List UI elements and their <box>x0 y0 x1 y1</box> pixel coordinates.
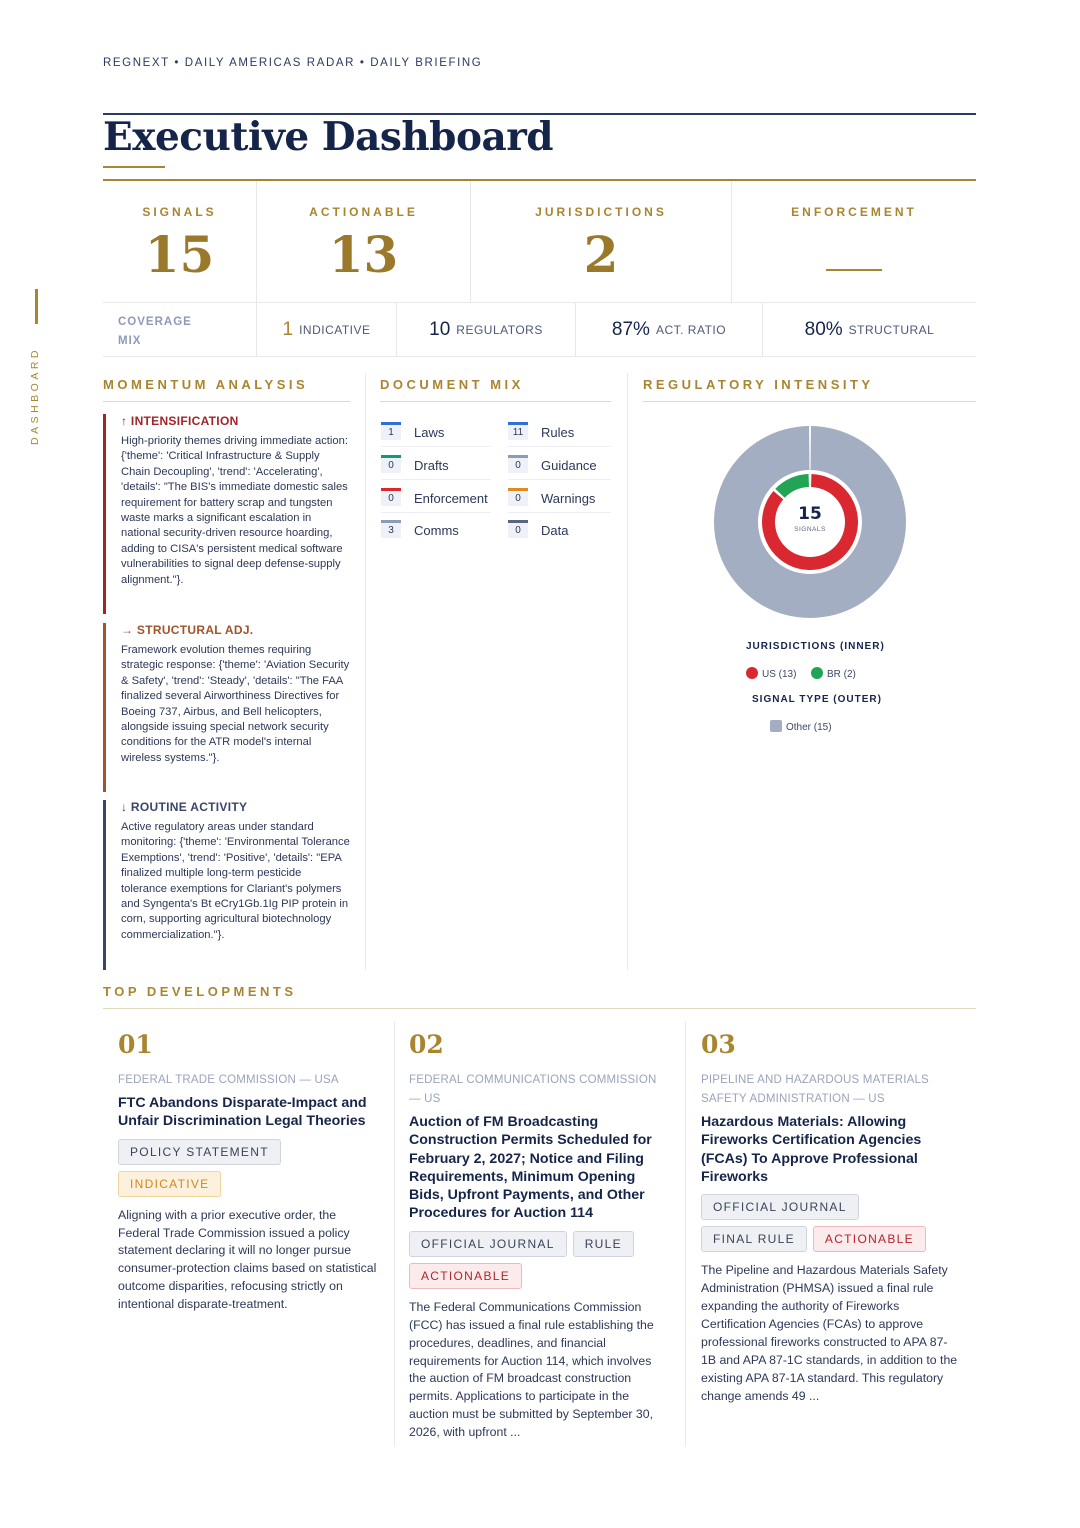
legend-swatch <box>746 667 758 679</box>
kpi-enforcement <box>731 181 976 302</box>
coverage-label: COVERAGE MIX <box>118 316 192 347</box>
tag-actionable: ACTIONABLE <box>409 1263 522 1289</box>
development-card-3[interactable] <box>701 1022 961 1405</box>
kpi-value: 2 <box>583 225 619 284</box>
development-tags <box>409 1231 669 1295</box>
kpi-label: JURISDICTIONS <box>535 205 667 219</box>
doc-separator <box>508 479 611 480</box>
coverage-label-cell <box>103 303 256 357</box>
tag-final-rule: FINAL RULE <box>701 1226 807 1252</box>
coverage-number: 1 <box>282 319 294 340</box>
tag-policy-statement: POLICY STATEMENT <box>118 1139 281 1165</box>
kpi-jurisdictions <box>470 181 731 302</box>
section-rule <box>103 1008 976 1009</box>
momentum-body: Active regulatory areas under standard monitoring: {'theme': 'Environmental Tolerance Exemptions', 'trend': 'Positive', 'details': "EPA finalized multiple long-term pesticide tolerance exemptions for Clariant's polymers and Syngenta's Bt eCry1Gb.1Ig PIP protein in corn, supporting agricultural biotechnology commercialization."}. <box>121 821 350 941</box>
development-summary: The Federal Communications Commission (FCC) has issued a final rule establishing the procedures, deadlines, and financial requirements for Auction 114, which involves the auction of FM broadcast construction permits. Applications to participate in the auction must be submitted by September 30, 2026, with upfront ... <box>409 1299 654 1440</box>
development-summary: The Pipeline and Hazardous Materials Safety Administration (PHMSA) issued a final rule expanding the authority of Fireworks Certification Agencies (FCAs) to approve professional fireworks constructed to APA 87-1B and APA 87-1C standards, in addition to the existing APA 87-1A standard. This regulatory change amends 49 ... <box>701 1263 958 1403</box>
development-summary: Aligning with a prior executive order, the Federal Trade Commission issued a policy statement declaring it will no longer pursue consumer-protection claims based on statistical outcome disparities, refocusing strictly on intentional disparate-treatment. <box>118 1207 377 1312</box>
doc-comms <box>381 516 491 549</box>
coverage-number: 87% <box>611 319 650 340</box>
kpi-actionable <box>256 181 470 302</box>
section-rule <box>380 401 611 402</box>
coverage-text: STRUCTURAL <box>848 323 935 337</box>
title-accent <box>103 166 165 168</box>
tag-rule: RULE <box>573 1231 634 1257</box>
coverage-number: 80% <box>804 319 843 340</box>
coverage-text: INDICATIVE <box>299 323 371 337</box>
kpi-label: ENFORCEMENT <box>791 205 917 219</box>
tag-official-journal: OFFICIAL JOURNAL <box>701 1194 859 1220</box>
coverage-indicative <box>256 303 396 357</box>
legend-title-inner: JURISDICTIONS (INNER) <box>746 641 885 652</box>
momentum-body: High-priority themes driving immediate action: {'theme': 'Critical Infrastructure & Supply Chain Decoupling', 'trend': 'Accelerating', 'details': "The BIS's immediate domestic sales requirement for battery scrap and tungsten waste marks a significant escalation in national security-driven resource hoarding, adding to CISA's persistent medical software vulnerabilities to signal deep defense-supply alignment."}. <box>121 435 348 586</box>
momentum-intensification <box>103 414 350 614</box>
kpi-signals <box>103 181 256 302</box>
section-heading-document-mix: DOCUMENT MIX <box>380 377 524 392</box>
column-divider <box>685 1022 686 1446</box>
coverage-text: REGULATORS <box>456 323 543 337</box>
doc-count: 11 <box>508 422 528 440</box>
doc-label: Data <box>541 523 569 538</box>
doc-separator <box>381 512 491 513</box>
legend-label: BR (2) <box>827 669 856 680</box>
development-number: 02 <box>409 1030 444 1059</box>
momentum-body: Framework evolution themes requiring strategic response: {'theme': 'Aviation Security & Safety', 'trend': 'Steady', 'details': "The FAA finalized several Airworthiness Directives for Boeing 737, Airbus, and Bell helicopters, alongside issuing special network security conditions for the ATR model's internal wireless systems."}. <box>121 644 350 764</box>
legend-item-br <box>811 667 856 680</box>
intensity-donut-chart <box>709 421 911 623</box>
doc-label: Enforcement <box>414 491 488 506</box>
legend-item-us <box>746 667 796 680</box>
momentum-title: → STRUCTURAL ADJ. <box>121 623 254 637</box>
doc-count: 0 <box>508 455 528 473</box>
column-divider <box>627 373 628 970</box>
kpi-row <box>103 181 976 302</box>
doc-separator <box>508 512 611 513</box>
doc-label: Drafts <box>414 458 449 473</box>
momentum-structural <box>103 623 350 792</box>
development-title[interactable]: Auction of FM Broadcasting Construction Permits Scheduled for February 2, 2027; Notice and Filing Requirements, Minimum Opening Bids, Upfront Payments, and Other Procedures for Auction 114 <box>409 1114 652 1222</box>
doc-count: 1 <box>381 422 401 440</box>
doc-label: Warnings <box>541 491 596 506</box>
development-tags <box>118 1139 378 1203</box>
coverage-regulators <box>396 303 575 357</box>
development-number: 01 <box>118 1030 153 1059</box>
donut-center-value: 15 <box>798 504 822 524</box>
breadcrumb: REGNEXT • DAILY AMERICAS RADAR • DAILY BRIEFING <box>103 57 483 69</box>
legend-item-other <box>770 720 832 733</box>
momentum-title: ↓ ROUTINE ACTIVITY <box>121 800 248 814</box>
coverage-act-ratio <box>575 303 762 357</box>
development-tags <box>701 1194 961 1258</box>
doc-separator <box>381 479 491 480</box>
legend-label: US (13) <box>762 669 797 680</box>
development-card-1[interactable] <box>118 1022 378 1314</box>
column-divider <box>394 1022 395 1446</box>
development-agency: FEDERAL COMMUNICATIONS COMMISSION — US <box>409 1074 657 1105</box>
section-rule <box>103 401 350 402</box>
doc-label: Comms <box>414 523 459 538</box>
doc-count: 0 <box>381 455 401 473</box>
doc-label: Laws <box>414 425 445 440</box>
side-label: DASHBOARD <box>29 347 41 446</box>
coverage-text: ACT. RATIO <box>655 323 727 337</box>
development-card-2[interactable] <box>409 1022 669 1442</box>
legend-swatch <box>770 720 782 732</box>
coverage-structural <box>762 303 976 357</box>
doc-separator <box>381 446 491 447</box>
doc-data <box>508 516 611 549</box>
section-heading-momentum: MOMENTUM ANALYSIS <box>103 377 309 392</box>
development-title[interactable]: FTC Abandons Disparate-Impact and Unfair Discrimination Legal Theories <box>118 1095 367 1130</box>
doc-label: Rules <box>541 425 575 440</box>
doc-count: 3 <box>381 520 401 538</box>
development-title[interactable]: Hazardous Materials: Allowing Fireworks Certification Agencies (FCAs) To Approve Professional Fireworks <box>701 1114 922 1185</box>
section-rule <box>643 401 976 402</box>
legend-swatch <box>811 667 823 679</box>
page-title: Executive Dashboard <box>103 114 554 160</box>
tag-actionable: ACTIONABLE <box>813 1226 926 1252</box>
legend-label: Other (15) <box>786 722 832 733</box>
doc-count: 0 <box>381 488 401 506</box>
kpi-label: ACTIONABLE <box>309 205 418 219</box>
kpi-empty-dash <box>826 269 882 271</box>
development-number: 03 <box>701 1030 736 1059</box>
momentum-routine <box>103 800 350 970</box>
kpi-value: 15 <box>144 225 215 284</box>
doc-label: Guidance <box>541 458 597 473</box>
doc-count: 0 <box>508 520 528 538</box>
section-heading-intensity: REGULATORY INTENSITY <box>643 377 874 392</box>
tag-indicative: INDICATIVE <box>118 1171 221 1197</box>
coverage-mix-row <box>103 302 976 357</box>
development-agency: FEDERAL TRADE COMMISSION — USA <box>118 1074 339 1086</box>
coverage-number: 10 <box>429 319 451 340</box>
kpi-value: 13 <box>328 225 399 284</box>
tag-official-journal: OFFICIAL JOURNAL <box>409 1231 567 1257</box>
column-divider <box>365 373 366 970</box>
doc-count: 0 <box>508 488 528 506</box>
side-accent-bar <box>35 289 38 324</box>
development-agency: PIPELINE AND HAZARDOUS MATERIALS SAFETY ADMINISTRATION — US <box>701 1074 929 1105</box>
donut-center-label: SIGNALS <box>794 526 826 533</box>
section-heading-top-developments: TOP DEVELOPMENTS <box>103 984 297 999</box>
doc-separator <box>508 446 611 447</box>
momentum-title: ↑ INTENSIFICATION <box>121 414 239 428</box>
kpi-label: SIGNALS <box>142 205 217 219</box>
legend-title-outer: SIGNAL TYPE (OUTER) <box>752 694 882 705</box>
